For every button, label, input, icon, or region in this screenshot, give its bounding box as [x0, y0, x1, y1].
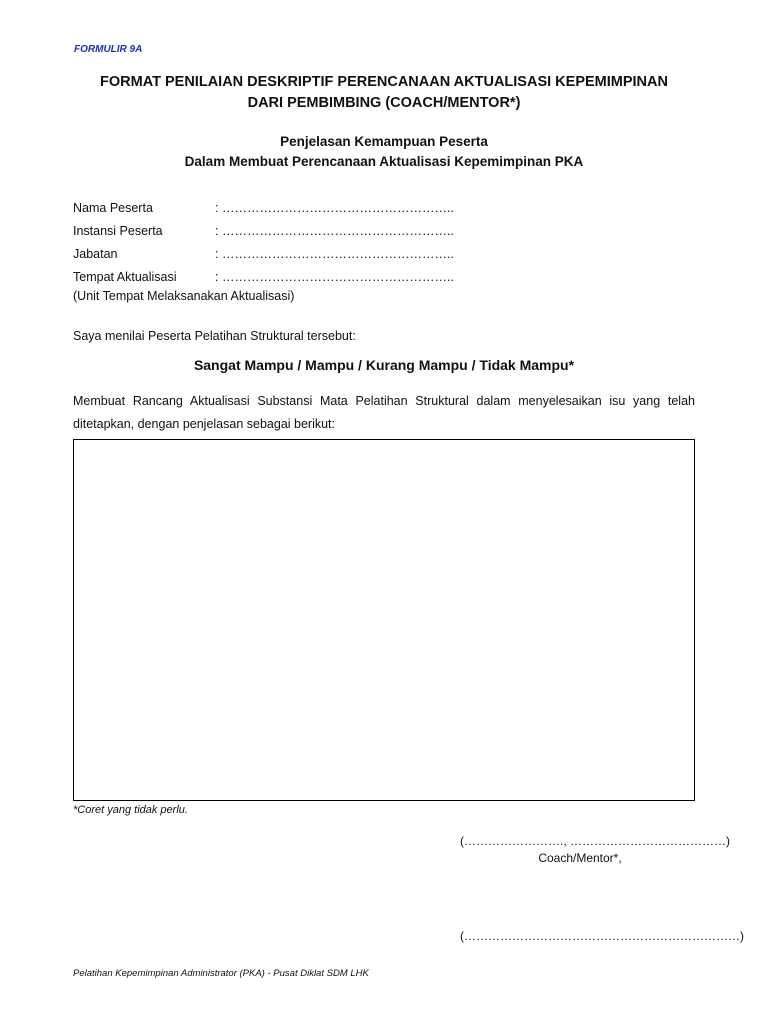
field-note: (Unit Tempat Melaksanakan Aktualisasi) [73, 289, 295, 303]
subtitle-line-1: Penjelasan Kemampuan Peserta [280, 134, 488, 149]
explanation-box[interactable] [73, 439, 695, 801]
field-value[interactable]: : ……………………………………………….. [215, 270, 454, 284]
page-footer: Pelatihan Kepemimpinan Administrator (PKA) - Pusat Diklat SDM LHK [73, 968, 369, 979]
assessment-statement: Saya menilai Peserta Pelatihan Struktural tersebut: [73, 329, 356, 343]
form-code: FORMULIR 9A [74, 44, 143, 55]
field-label: Tempat Aktualisasi [73, 270, 177, 284]
signature-name-line[interactable]: (……………………………………………………………) [460, 929, 744, 943]
field-value[interactable]: : ……………………………………………….. [215, 247, 454, 261]
description-text: Membuat Rancang Aktualisasi Substansi Mata Pelatihan Struktural dalam menyelesaikan isu yang telah ditetapkan, dengan penjelasan sebagai berikut: [73, 394, 695, 431]
signature-role: Coach/Mentor*, [538, 851, 622, 865]
field-label: Nama Peserta [73, 201, 153, 215]
field-value[interactable]: : ……………………………………………….. [215, 201, 454, 215]
document-subtitle [40, 132, 728, 172]
field-tempat-aktualisasi [73, 269, 454, 285]
signature-date-line[interactable]: (……………………., …………………………………) [460, 834, 730, 848]
strike-note: *Coret yang tidak perlu. [73, 804, 188, 816]
field-label: Jabatan [73, 247, 118, 261]
field-value[interactable]: : ……………………………………………….. [215, 224, 454, 238]
field-label: Instansi Peserta [73, 224, 163, 238]
ability-choices[interactable]: Sangat Mampu / Mampu / Kurang Mampu / Tidak Mampu* [193, 357, 575, 373]
field-jabatan [73, 246, 454, 262]
subtitle-line-2: Dalam Membuat Perencanaan Aktualisasi Kepemimpinan PKA [184, 154, 584, 169]
field-instansi-peserta [73, 223, 454, 239]
field-nama-peserta [73, 200, 454, 216]
title-line-2: DARI PEMBIMBING (COACH/MENTOR*) [247, 95, 521, 111]
document-title [40, 72, 728, 114]
title-line-1: FORMAT PENILAIAN DESKRIPTIF PERENCANAAN AKTUALISASI KEPEMIMPINAN [100, 74, 668, 90]
